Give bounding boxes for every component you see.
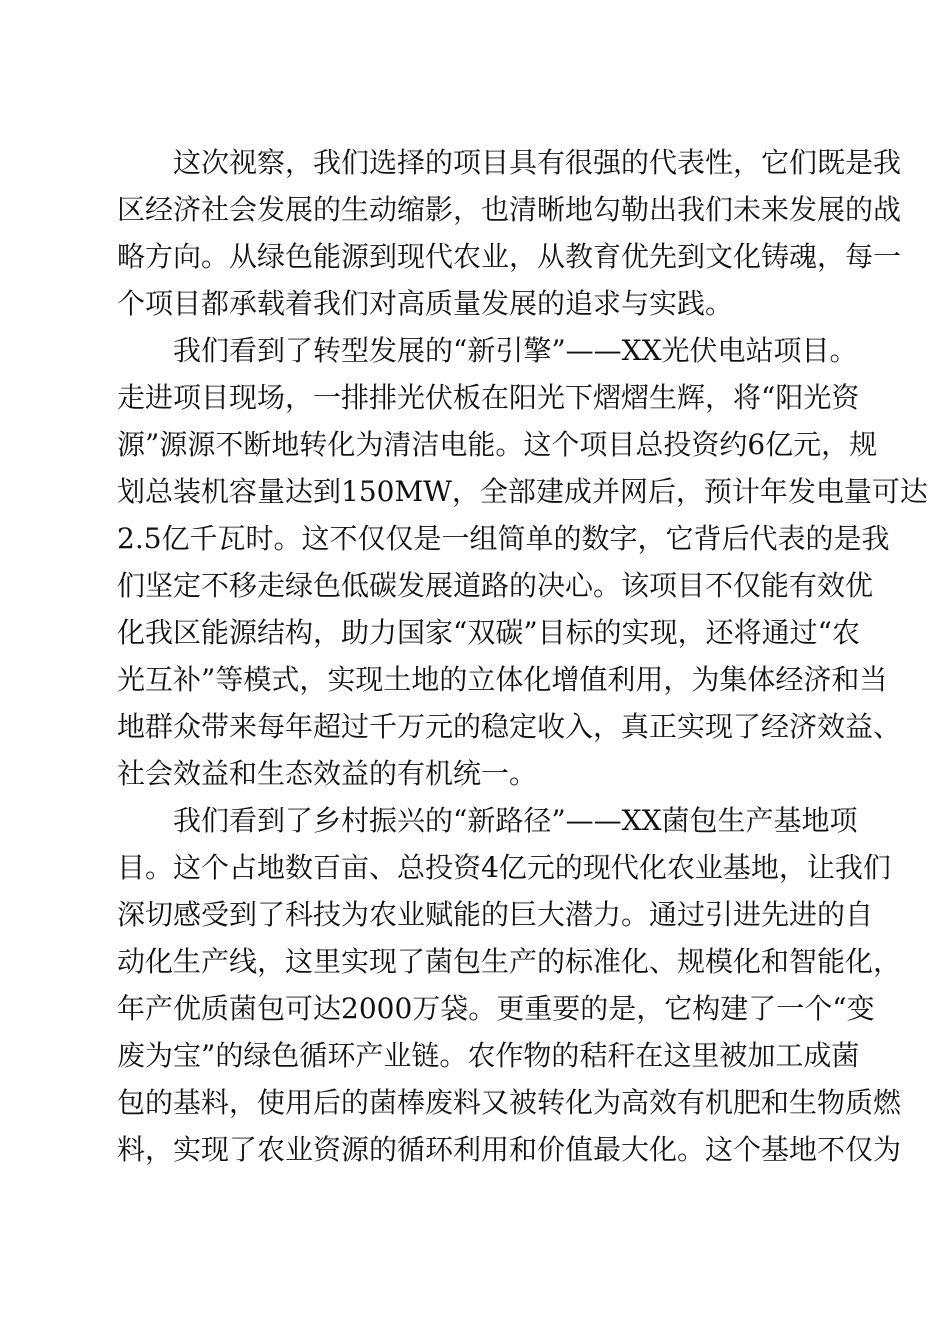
paragraph-3-line-1: 我们看到了乡村振兴的“新路径”——XX菌包生产基地项 bbox=[173, 804, 858, 837]
paragraph-1-line-4: 个项目都承载着我们对高质量发展的追求与实践。 bbox=[117, 287, 734, 320]
paragraph-3-line-2: 目。这个占地数百亩、总投资4亿元的现代化农业基地，让我们 bbox=[117, 851, 891, 884]
paragraph-2-line-7: 化我区能源结构，助力国家“双碳”目标的实现，还将通过“农 bbox=[117, 616, 860, 649]
paragraph-3-line-8: 料，实现了农业资源的循环利用和价值最大化。这个基地不仅为 bbox=[117, 1133, 902, 1166]
paragraph-2-line-2: 走进项目现场，一排排光伏板在阳光下熠熠生辉，将“阳光资 bbox=[117, 381, 860, 414]
paragraph-2-line-9: 地群众带来每年超过千万元的稳定收入，真正实现了经济效益、 bbox=[117, 710, 902, 743]
paragraph-3-line-7: 包的基料，使用后的菌棒废料又被转化为高效有机肥和生物质燃 bbox=[117, 1086, 902, 1119]
paragraph-3-line-6: 废为宝”的绿色循环产业链。农作物的秸秆在这里被加工成菌 bbox=[117, 1039, 860, 1072]
paragraph-2-line-6: 们坚定不移走绿色低碳发展道路的决心。该项目不仅能有效优 bbox=[117, 569, 874, 602]
paragraph-2-line-3: 源”源源不断地转化为清洁电能。这个项目总投资约6亿元，规 bbox=[117, 428, 878, 461]
paragraph-3-line-4: 动化生产线，这里实现了菌包生产的标准化、规模化和智能化， bbox=[117, 945, 902, 978]
paragraph-3-line-3: 深切感受到了科技为农业赋能的巨大潜力。通过引进先进的自 bbox=[117, 898, 874, 931]
paragraph-1-line-3: 略方向。从绿色能源到现代农业，从教育优先到文化铸魂，每一 bbox=[117, 240, 902, 273]
paragraph-2-line-5: 2.5亿千瓦时。这不仅仅是一组简单的数字，它背后代表的是我 bbox=[117, 522, 890, 555]
paragraph-2-line-1: 我们看到了转型发展的“新引擎”——XX光伏电站项目。 bbox=[173, 334, 858, 367]
paragraph-2-line-4: 划总装机容量达到150MW，全部建成并网后，预计年发电量可达 bbox=[117, 475, 928, 508]
paragraph-3-line-5: 年产优质菌包可达2000万袋。更重要的是，它构建了一个“变 bbox=[117, 992, 875, 1025]
paragraph-2-line-10: 社会效益和生态效益的有机统一。 bbox=[117, 757, 538, 790]
paragraph-1-line-2: 区经济社会发展的生动缩影，也清晰地勾勒出我们未来发展的战 bbox=[117, 193, 902, 226]
paragraph-1-line-1: 这次视察，我们选择的项目具有很强的代表性，它们既是我 bbox=[173, 146, 902, 179]
paragraph-2-line-8: 光互补”等模式，实现土地的立体化增值利用，为集体经济和当 bbox=[117, 663, 888, 696]
